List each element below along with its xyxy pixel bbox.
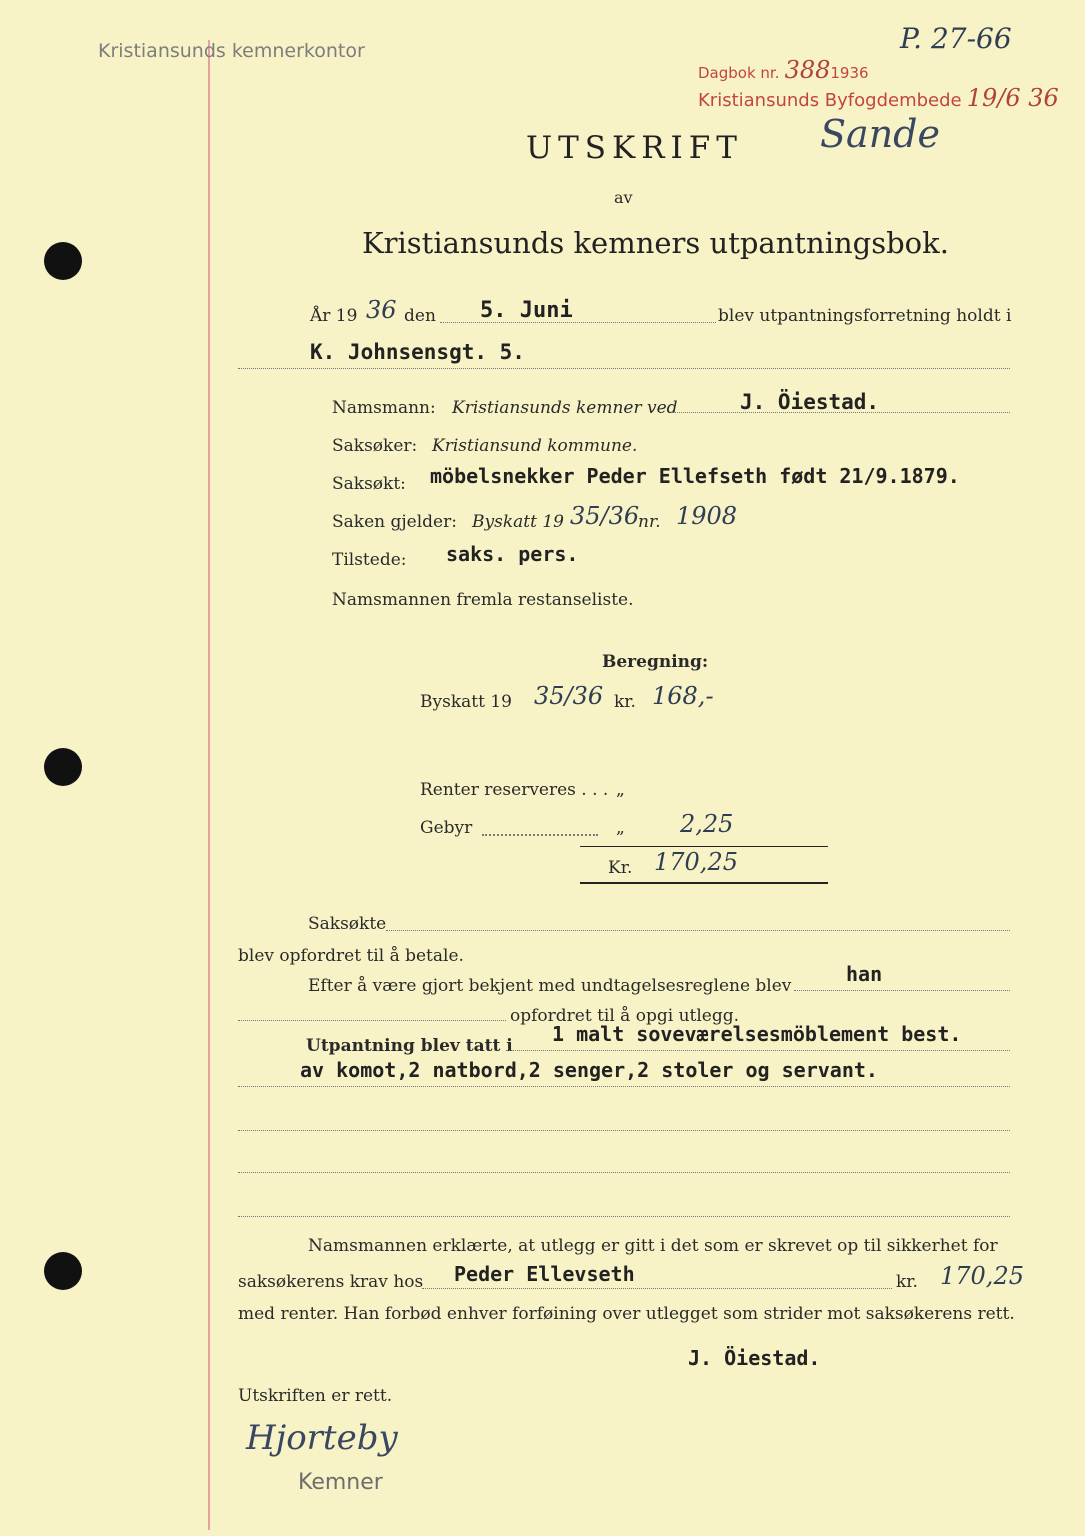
beregning-heading: Beregning: xyxy=(602,652,709,672)
byskatt-kr: kr. xyxy=(614,692,636,712)
total-amount: 170,25 xyxy=(654,848,738,876)
gebyr-mark: „ xyxy=(616,818,625,838)
saksokt-label: Saksøkt: xyxy=(332,474,406,494)
erklaerte-text: Namsmannen erklærte, at utlegg er gitt i det som er skrevet op til sikkerhet for xyxy=(308,1236,998,1256)
year-value: 36 xyxy=(366,296,397,324)
punch-hole xyxy=(44,242,82,280)
reference-number: P. 27-66 xyxy=(900,22,1012,55)
title-av: av xyxy=(614,188,633,207)
den-label: den xyxy=(404,306,436,326)
court-stamp xyxy=(698,84,1059,112)
rett-text: Utskriften er rett. xyxy=(238,1386,393,1406)
court-date: 19/6 36 xyxy=(966,84,1059,112)
kemner-signature: Hjorteby xyxy=(246,1418,398,1458)
punch-hole xyxy=(44,748,82,786)
saken-nr-label: nr. xyxy=(638,512,661,532)
document-title: UTSKRIFT xyxy=(526,130,743,166)
gebyr-label: Gebyr xyxy=(420,818,473,838)
dagbok-year: 1936 xyxy=(830,64,869,82)
dagbok-number: 388 xyxy=(784,56,831,84)
saksoker-label: Saksøker: xyxy=(332,436,418,456)
court-label: Kristiansunds Byfogdembede xyxy=(698,90,962,111)
utpantning-label: Utpantning blev tatt i xyxy=(306,1036,513,1056)
namsmann-label: Namsmann: xyxy=(332,398,436,418)
byskatt-amount: 168,- xyxy=(652,682,714,710)
opgi-text: opfordret til å opgi utlegg. xyxy=(510,1006,740,1026)
total-label: Kr. xyxy=(608,858,633,878)
saken-label: Saken gjelder: xyxy=(332,512,457,532)
saken-nr-value: 1908 xyxy=(676,502,738,530)
saksokt-value: möbelsnekker Peder Ellefseth født 21/9.1879. xyxy=(430,464,960,488)
efter-value: han xyxy=(846,962,883,986)
namsmann-text: Kristiansunds kemner ved xyxy=(452,398,678,418)
utpantning-line2: av komot,2 natbord,2 senger,2 stoler og servant. xyxy=(300,1058,878,1082)
address-value: K. Johnsensgt. 5. xyxy=(310,340,525,364)
namsmann-value: J. Öiestad. xyxy=(740,390,880,414)
restanse-text: Namsmannen fremla restanseliste. xyxy=(332,590,634,610)
byskatt-year: 35/36 xyxy=(534,682,604,710)
year-prefix: År 19 xyxy=(310,306,358,326)
held-text: blev utpantningsforretning holdt i xyxy=(718,306,1012,326)
kemner-stamp: Kemner xyxy=(298,1470,383,1495)
saksoker-value: Kristiansund kommune. xyxy=(432,436,638,456)
renter-mark: „ xyxy=(616,780,625,800)
byskatt-label: Byskatt 19 xyxy=(420,692,512,712)
gebyr-amount: 2,25 xyxy=(680,810,734,838)
office-stamp: Kristiansunds kemnerkontor xyxy=(98,40,365,62)
saken-year: 35/36 xyxy=(570,502,640,530)
renter-label: Renter reserveres . . . xyxy=(420,780,609,800)
krav-label: saksøkerens krav hos xyxy=(238,1272,424,1292)
margin-line xyxy=(208,40,210,1530)
renter-line: med renter. Han forbød enhver forføining over utlegget som strider mot saksøkerens rett. xyxy=(238,1304,1015,1324)
krav-amount: 170,25 xyxy=(940,1262,1024,1290)
opfordret-text: blev opfordret til å betale. xyxy=(238,946,464,966)
signed-value: J. Öiestad. xyxy=(688,1346,821,1370)
court-signature: Sande xyxy=(820,112,940,156)
saksokte-label: Saksøkte xyxy=(308,914,387,934)
tilstede-label: Tilstede: xyxy=(332,550,407,570)
saken-text: Byskatt 19 xyxy=(472,512,564,532)
tilstede-value: saks. pers. xyxy=(446,542,579,566)
punch-hole xyxy=(44,1252,82,1290)
dagbok-stamp xyxy=(698,56,869,84)
document-subtitle: Kristiansunds kemners utpantningsbok. xyxy=(362,226,949,260)
krav-kr: kr. xyxy=(896,1272,918,1292)
efter-text: Efter å være gjort bekjent med undtagelsesreglene blev xyxy=(308,976,792,996)
dagbok-label: Dagbok nr. xyxy=(698,64,780,82)
date-value: 5. Juni xyxy=(480,298,573,323)
utpantning-line1: 1 malt soveværelsesmöblement best. xyxy=(552,1022,962,1046)
krav-value: Peder Ellevseth xyxy=(454,1262,635,1286)
